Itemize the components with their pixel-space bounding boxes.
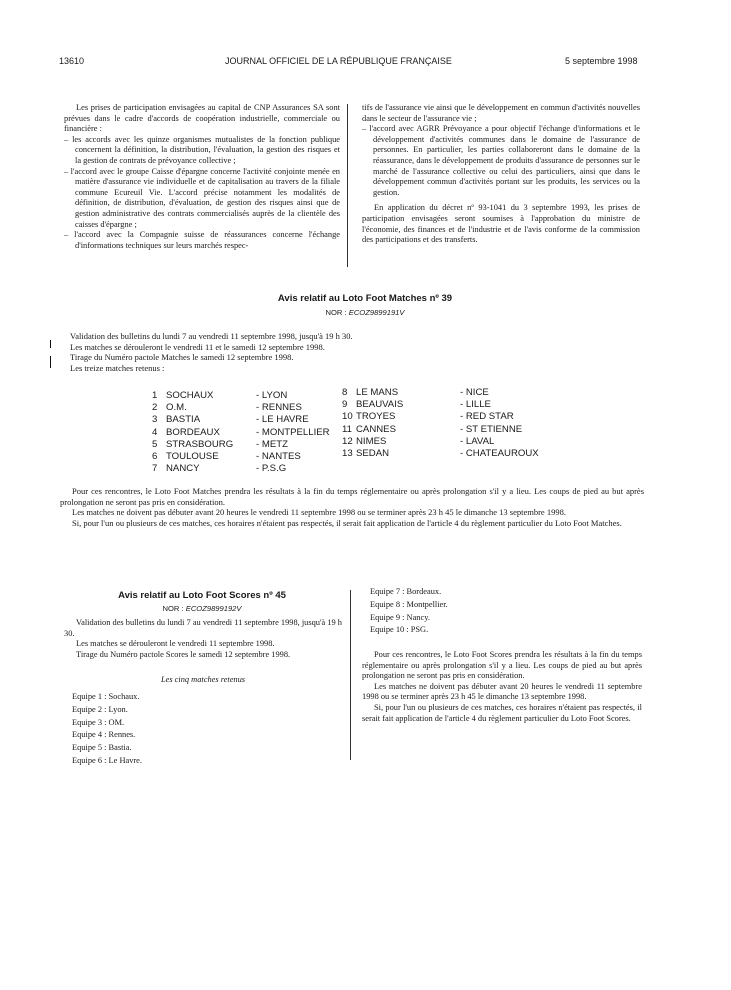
table-row	[342, 411, 539, 423]
matches-intro-line: Les treize matches retenus :	[70, 363, 165, 374]
team-entry: Equipe 1 : Sochaux.	[72, 692, 140, 701]
home-team: LE MANS	[356, 387, 399, 398]
matches-intro	[70, 331, 650, 374]
scores-teams-left	[72, 691, 142, 768]
team-entry: Equipe 10 : PSG.	[370, 625, 429, 635]
match-number: 10	[342, 411, 353, 423]
away-team: - RED STAR	[460, 411, 514, 423]
margin-mark	[50, 340, 51, 348]
team-entry: Equipe 6 : Le Havre.	[72, 755, 142, 765]
away-team: - LAVAL	[460, 435, 495, 447]
match-number: 2	[152, 402, 158, 414]
margin-mark	[50, 356, 51, 368]
away-team: - ST ETIENNE	[460, 423, 523, 435]
home-team: CANNES	[356, 423, 396, 435]
match-number: 7	[152, 463, 158, 475]
publication-date: 5 septembre 1998	[565, 56, 638, 66]
scores-rules	[362, 650, 642, 724]
column-divider	[350, 590, 351, 760]
home-team: BEAUVAIS	[356, 399, 404, 411]
match-number: 1	[152, 390, 158, 401]
table-row	[342, 399, 539, 411]
match-number: 4	[152, 426, 158, 438]
cnp-agreement-item: – l'accord avec la Compagnie suisse de réassurances concerne l'échange d'informations techniques sur leurs marchés respec-	[64, 230, 340, 250]
table-row	[152, 390, 330, 402]
match-number: 13	[342, 447, 353, 459]
matches-rules	[60, 486, 644, 529]
away-team: - NICE	[460, 387, 489, 398]
team-entry: Equipe 3 : OM.	[72, 717, 125, 727]
scores-intro-line: Tirage du Numéro pactole Scores le samedi 12 septembre 1998.	[76, 649, 291, 659]
team-entry: Equipe 5 : Bastia.	[72, 743, 132, 753]
rules-paragraph: Si, pour l'un ou plusieurs de ces matches, ces horaires n'étaient pas respectés, il serait fait application de l'article 4 du règlement particulier du Loto Foot Matches.	[72, 518, 622, 529]
table-row	[152, 402, 330, 414]
home-team: O.M.	[166, 402, 187, 414]
column-divider	[347, 104, 348, 267]
scores-nor	[64, 604, 340, 613]
home-team: SOCHAUX	[166, 390, 214, 401]
away-team: - RENNES	[256, 402, 302, 414]
scores-subheading: Les cinq matches retenus	[160, 675, 246, 684]
table-row	[342, 424, 539, 436]
away-team: - NANTES	[256, 450, 301, 462]
team-entry: Equipe 8 : Montpellier.	[370, 599, 448, 609]
table-row	[342, 436, 539, 448]
matches-table-right	[342, 387, 539, 460]
rules-paragraph: Si, pour l'un ou plusieurs de ces matches, ces horaires n'étaient pas respectés, il serait fait application de l'article 4 du règlement particulier du Loto Foot Scores.	[362, 702, 642, 723]
cnp-conclusion: En application du décret nº 93-1041 du 3 septembre 1993, les prises de participation envisagées seront soumises à l'approbation du ministre de l'économie, des finances et de l'industrie et de l'avis conforme de la commission des participations et des transferts.	[362, 203, 640, 245]
away-team: - LILLE	[460, 399, 491, 411]
scores-intro	[64, 618, 342, 660]
table-row	[152, 439, 330, 451]
away-team: - METZ	[256, 438, 288, 450]
away-team: - LYON	[256, 390, 288, 401]
home-team: BASTIA	[166, 414, 201, 426]
scores-intro-line: Les matches se dérouleront le vendredi 11 septembre 1998.	[76, 639, 275, 649]
scores-intro-line: Validation des bulletins du lundi 7 au vendredi 11 septembre 1998, jusqu'à 19 h 30.	[64, 618, 342, 638]
rules-paragraph: Pour ces rencontres, le Loto Foot Scores prendra les résultats à la fin du temps réglementaire ou après prolongation s'il y a lieu. Les coups de pied au but après prolongation ne seront pas pris en considération.	[362, 650, 642, 681]
cnp-continuation: tifs de l'assurance vie ainsi que le développement en commun d'activités nouvelles dans le secteur de l'assurance vie ;	[362, 103, 640, 123]
cnp-agreement-item: – les accords avec les quinze organismes mutualistes de la fonction publique concernent la définition, la distribution, l'évaluation, la gestion des risques et la gestion de contrats de prévoyance collective ;	[64, 134, 340, 165]
cnp-agreements-list	[64, 135, 340, 252]
table-row	[152, 414, 330, 426]
cnp-left-column	[64, 103, 340, 251]
table-row	[152, 463, 330, 475]
away-team: - CHATEAUROUX	[460, 447, 539, 459]
matches-intro-line: Tirage du Numéro pactole Matches le samedi 12 septembre 1998.	[70, 352, 294, 363]
rules-paragraph: Les matches ne doivent pas débuter avant 20 heures le vendredi 11 septembre 1998 ou se terminer après 23 h 45 le dimanche 13 septembre 1998.	[362, 681, 642, 702]
matches-intro-line: Les matches se dérouleront le vendredi 11 et le samedi 12 septembre 1998.	[70, 341, 325, 352]
home-team: SEDAN	[356, 447, 390, 459]
rules-paragraph: Pour ces rencontres, le Loto Foot Matches prendra les résultats à la fin du temps réglementaire ou après prolongation s'il y a lieu. Les coups de pied au but après prolongation ne seront pas pris en considération.	[60, 486, 644, 507]
scores-title: Avis relatif au Loto Foot Scores nº 45	[118, 590, 286, 601]
scores-teams-right	[370, 586, 448, 637]
cnp-agreement-item: – l'accord avec le groupe Caisse d'épargne concerne l'activité conjointe menée en matière d'assurance vie individuelle et de capitalisation au travers de la filiale commune Ecureuil Vie. L'accord précise notamment les modalités de définition, de distribution, d'évaluation, de gestion des risques ainsi que de gestion administrative des contrats commercialisés auprès de la clientèle des caisses d'épargne ;	[64, 166, 340, 229]
home-team: TROYES	[356, 411, 396, 423]
team-entry: Equipe 4 : Rennes.	[72, 730, 136, 740]
match-number: 5	[152, 438, 158, 450]
cnp-agreements-list-cont	[362, 124, 640, 198]
home-team: NIMES	[356, 435, 387, 447]
away-team: - LE HAVRE	[256, 414, 309, 426]
home-team: TOULOUSE	[166, 450, 219, 462]
team-entry: Equipe 7 : Bordeaux.	[370, 587, 442, 596]
home-team: BORDEAUX	[166, 426, 220, 438]
team-entry: Equipe 9 : Nancy.	[370, 612, 430, 622]
team-entry: Equipe 2 : Lyon.	[72, 704, 128, 714]
away-team: - P.S.G	[256, 463, 287, 475]
journal-title: JOURNAL OFFICIEL DE LA RÉPUBLIQUE FRANÇAISE	[225, 56, 452, 66]
home-team: STRASBOURG	[166, 438, 234, 450]
match-number: 11	[342, 423, 352, 435]
away-team: - MONTPELLIER	[256, 426, 330, 438]
cnp-agreement-item: – l'accord avec AGRR Prévoyance a pour objectif l'échange d'informations et le développement d'activités communes dans le domaine de l'assurance de personnes. En particulier, les parties collaboreront dans le domaine de la réassurance, dans le développement de produits d'assurance de personnes sur le marché de l'assurance collective ou celui des particuliers, ainsi que dans le développement commun d'activités portant sur les produits, les services ou la gestion.	[362, 124, 640, 197]
matches-intro-line: Validation des bulletins du lundi 7 au vendredi 11 septembre 1998, jusqu'à 19 h 30.	[70, 331, 353, 341]
match-number: 9	[342, 399, 348, 411]
match-number: 6	[152, 450, 158, 462]
table-row	[152, 451, 330, 463]
match-number: 8	[342, 387, 348, 398]
cnp-intro: Les prises de participation envisagées au capital de CNP Assurances SA sont prévues dans le cadre d'accords de coopération industrielle, commerciale ou financière :	[64, 103, 340, 134]
page-number: 13610	[59, 56, 85, 66]
match-number: 3	[152, 414, 158, 426]
nor-code: ECOZ9899192V	[185, 604, 242, 613]
matches-table-left	[152, 390, 330, 475]
cnp-right-column	[362, 103, 640, 246]
nor-label: NOR :	[325, 308, 347, 317]
rules-paragraph: Les matches ne doivent pas débuter avant 20 heures le vendredi 11 septembre 1998 ou se terminer après 23 h 45 le dimanche 13 septembre 1998.	[72, 507, 566, 518]
match-number: 12	[342, 435, 353, 447]
table-row	[342, 448, 539, 460]
table-row	[152, 427, 330, 439]
nor-code: ECOZ9899191V	[348, 308, 405, 317]
table-row	[342, 387, 539, 399]
nor-label: NOR :	[162, 604, 184, 613]
matches-title: Avis relatif au Loto Foot Matches nº 39	[277, 293, 453, 304]
matches-nor	[170, 308, 560, 317]
home-team: NANCY	[166, 463, 200, 475]
